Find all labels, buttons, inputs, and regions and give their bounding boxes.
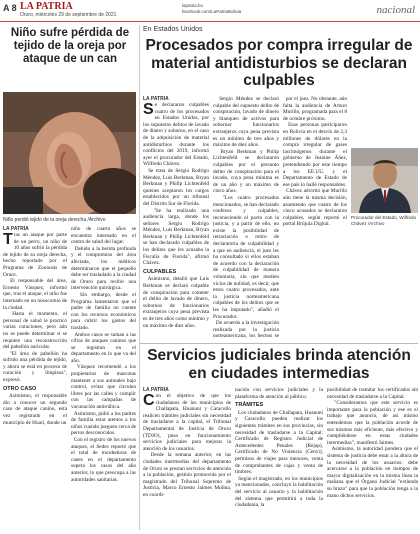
drop-cap: T <box>3 231 13 248</box>
story1-col1-text: Se declararon culpables cuatro de los procesados en Estados Unidos, por los supuestos delitos de lavado de dinero y soborno, en el caso de la adquisición de material antidisturbios durante los conflictos del 2019, informó ayer el procurador del Estado, Wilfredo Chávez. Se trata de Sergio Rodrigo Méndez, Luis Berkman, Bryan Berkman y Philip Lichtenfeld quienes aceptaron los cargos establecidos por un tribunal del Distrito Sur de Florida. "Se ha realizado una audiencia larga, donde los señores Sergio Rodrigo Méndez, Luis Berkman, Bryan Berkman y Philip Lichtenfeld se han declarado culpables de los delitos que les acusaba la Fiscalía de Florida", afirmó Chávez. CULPABLES Asimismo, detalló que Luis Berkman se declaró culpable de conspiración para cometer el delito de lavado de dinero, sobornos de funcionarios extranjeros cuya pena prevista es de tres años como mínimo y un máximo de diez años. <box>143 101 209 329</box>
left-story-headline: Niño sufre pérdida de tejido de la oreja por ataque de un can <box>10 27 130 65</box>
story2-col1-text: Con el objetivo de que los ciudadanos de los municipios de Challapata, Huanuni y Caracollo realicen trámites judiciales sin necesidad de trasladarse a la capital, el Tribunal Departamental de Justicia de Oruro (TDJO), puso en funcionamiento servicios judiciales para mejorar la atención de los usuarios. Desde la semana anterior, en las ciudades intermedias del departamento de Oruro se prestan servicios de atención a la población, gestión promovida por el magistrado del Tribunal Supremo de Justicia, Marco Ernesto Jaimes Molina, en coordi- <box>143 392 231 498</box>
story1-photo-caption: Procurador del Estado, Wilfredo Chávez /Archivo <box>351 215 417 226</box>
procurador-photo <box>351 148 418 213</box>
story2-col-1 <box>143 387 231 531</box>
child-ear-photo <box>3 92 136 214</box>
story2-headline: Servicios judiciales brinda atención en ciudades intermedias <box>147 347 411 382</box>
story1-col2-text: Sergio Méndez se declaró culpable del supuesto delito de conspiración, lavado de dinero y blanqueo de activos para sobornar funcionarios extranjeros cuya pena prevista es un mínimo de tres años y máximo de diez años. Bryan Berkman y Philip Lichtenfeld se declararon culpables por el presunto delito de conspiración para el lavado, cuya pena mínima es de un año y un máximo de cinco años. "Los cuatro procesados mencionados, se han declarado confesos y culpables, reconociendo el pacto con la justicia, y a partir de ello, no existe la posibilidad de retractación o retiro de declaratoria de culpabilidad y a que en audiencia, el juez les ha consultado si ellos estaban de acuerdo con la declaración de culpabilidad de manera voluntaria, sin que medien vicios de nulidad, es decir, que estos cuatro procesados, ante la justicia norteamericana culpables de los delitos que se les ha imputado", añadió el Procurador. De acuerdo a la investigación realizada por la justicia norteamericana, los hechos se <box>213 96 279 340</box>
story2-col-2 <box>235 387 323 531</box>
story2-subhead: TRÁMITES <box>235 402 264 409</box>
column-divider <box>139 25 140 530</box>
story2-col2-text: nación con servicios judiciales y la plataforma de atención al público. TRÁMITES Los ciudadanos de Challapata, Huanuni y Caracollo pueden realizar los siguientes trámites en sus provincias, sin necesidad de trasladarse a la Capital: Certificado de Registro Judicial de Antecedentes Penales (Rejap), Certificado de No Violencia (Cenvi), permisos de viajes para menores, venta de comprobantes de cajas y venta de timbres. Según el magistrado, en los municipios ya mencionados, concluyó la habilitación del servicio al usuario y la habilitación del sistema que permitirá a toda la ciudadanía, la <box>235 387 323 509</box>
story1-col-2 <box>213 96 279 340</box>
left-col2-text: niño de cuatro años se encuentra internado en el centro de salud del lugar. Debido a la herida profunda y el compromiso del área afectada, los médicos determinaron que el pequeño debe ser trasladado a la ciudad de Oruro para recibir una intervención quirúrgica. Sin embargo, desde el Programa lamentaron que el padre de familia no cuente con los recursos económicos para cubrir los gastos del traslado. Ambos casos se suman a las cifras de ataques caninos que se registran en el departamento en lo que va del año. Vásquez recomendó a los propietarios de mascotas mantener a sus animales bajo control, evitar que circulen libres por las calles y cumplir con las campañas de vacunación antirrábica. Asimismo, pidió a los padres de familia estar atentos a los niños cuando jueguen cerca de perros desconocidos. Con el registro de los nuevos ataques, el Sedes reportó que el total de mordeduras de canes en el departamento supera los casos del año anterior, lo que preocupa a las autoridades sanitarias. <box>71 226 136 483</box>
page-number: A 8 <box>3 3 17 13</box>
story1-col3-text: por el juez. No obstante, aún falta la audiencia de Arturo Murillo, programada para el 8 de octubre próximo. Esas personas participaron en Bolivia en el desvío de 2,3 millones de dólares en la compra irregular de gases lacrimógenos durante el gobierno de Jeanine Áñez, pretendiendo por este tiempo a los EE.UU. y el Departamento de Estado de ese país lo hallé responsables. Chávez advirtió que Murillo aún tiene la misma decisión, asumiendo que cuatro de los cinco acusados se declararon culpables, según reportó el portal Brújula Digital. <box>283 96 347 228</box>
story2-col3-text: posibilidad de tramitar los certificados sin necesidad de trasladarse a la Capital. "Consideramos que este servicio es importante para la población y ese es el trabajo que anuncio, de así mismo entendemos que la población acorde de sus mismos más eficiente, más efectivo y cumpliéndose en estas ciudades intermedias", manifestó Jaimes. Asimismo, la autoridad pondera que el sistema de justicia debe estar a la altura de la necesidad de los usuarios: debe acercarse a la población en tiempos de mayor digitalización en la misma línea la mañana que el Órgano Judicial "extienda su brazo" para que la población tenga a la mano dichos servicios. <box>327 387 418 499</box>
left-col1-text: Tras un ataque por parte de un perro, un niño de 10 años sufrió la pérdida de tejido de su oreja derecha, hecho reportado por el Programa de Zoonosis de Oruro. El responsable del área, Ernesto Vásquez, informó que, tras el ataque, el niño fue internado en un nosocomio de la ciudad. Hasta el momento, el personal de salud le practicó varias curaciones, pero aún no se puede determinar si se requiere una reconstrucción del pabellón auricular. "El área de pabellón ha sufrido una pérdida de tejido, y ahora se está en proceso de curación y limpieza", expresó. OTRO CASO Asimismo, el responsable dio a conocer un segundo caso de ataque canino, esta vez registrado en el municipio de Huari, donde un <box>3 231 67 426</box>
left-col-2 <box>71 226 136 532</box>
drop-cap: C <box>143 392 155 409</box>
story2-col-3 <box>327 387 418 531</box>
drop-cap: S <box>143 101 154 118</box>
story1-col-1 <box>143 96 209 340</box>
story1-kicker: En Estados Unidos <box>143 26 203 33</box>
social-links <box>182 3 241 15</box>
story2-source: LA PATRIA <box>143 387 169 393</box>
left-subhead: OTRO CASO <box>3 385 37 392</box>
story1-col-3 <box>283 96 347 340</box>
story-divider <box>140 343 418 344</box>
website-link: lapatria.bo <box>182 3 204 8</box>
story1-source: LA PATRIA <box>143 96 169 102</box>
story1-photo <box>351 148 418 213</box>
page-header <box>0 0 420 22</box>
section-name: nacional <box>376 4 415 16</box>
left-col-1 <box>3 226 67 426</box>
newspaper-name: LA PATRIA <box>20 1 73 12</box>
left-story-headline-box <box>3 27 137 66</box>
source-tag: LA PATRIA <box>3 226 29 232</box>
left-story-photo <box>3 92 136 214</box>
facebook-link: facebook.com/LaPatriaBolivia <box>182 9 242 14</box>
story1-subhead: CULPABLES <box>143 268 177 275</box>
left-photo-caption: Niño perdió tejido de la oreja derecha /Archivo <box>3 217 106 223</box>
edition-date: Oruro, miércoles 29 de septiembre de 2021 <box>20 12 117 18</box>
story1-headline: Procesados por compra irregular de material antidisturbios se declaran culpables <box>145 37 413 89</box>
